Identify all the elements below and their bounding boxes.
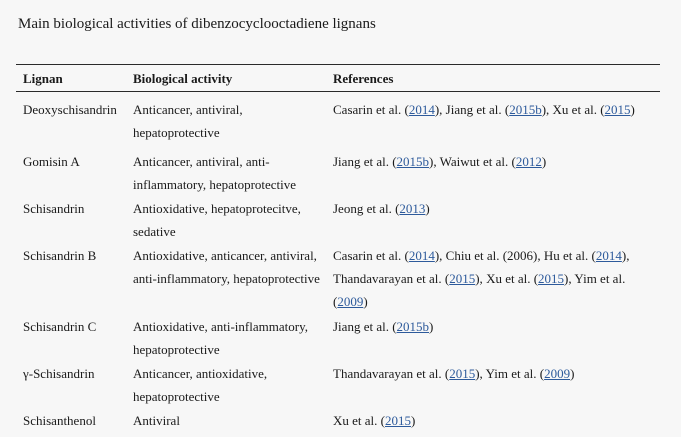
references-cell: Jiang et al. (2015b), Waiwut et al. (2012) [333,154,547,169]
references-cell: Casarin et al. (2014), Jiang et al. (2015b), Xu et al. (2015) [333,102,635,117]
table-row [16,238,660,309]
activity-cell: Anticancer, antiviral, anti-inflammatory, hepatoprotective [133,154,297,192]
table-header [16,65,660,92]
lignan-cell: Gomisin A [23,154,80,169]
table-row [16,403,660,429]
lignan-cell: Schisanthenol [23,413,96,428]
table-row [16,191,660,238]
table-body [16,92,660,429]
reference-link[interactable]: 2015 [449,366,476,381]
activity-cell: Antioxidative, anti-inflammatory, hepatoprotective [133,319,308,357]
lignan-cell: Deoxyschisandrin [23,102,117,117]
reference-link[interactable]: 2014 [408,102,435,117]
lignan-cell: Schisandrin C [23,319,97,334]
reference-link[interactable]: 2014 [408,248,435,263]
lignan-table [16,64,660,429]
table-row [16,309,660,356]
table-title: Main biological activities of dibenzocyclooctadiene lignans [18,16,376,32]
activity-cell: Antioxidative, anticancer, antiviral, anti-inflammatory, hepatoprotective [133,248,320,286]
reference-link[interactable]: 2014 [595,248,622,263]
reference-link[interactable]: 2015 [449,271,476,286]
reference-link[interactable]: 2015b [396,154,430,169]
table-row [16,144,660,191]
activity-cell: Antioxidative, hepatoprotecitve, sedative [133,201,301,239]
lignan-cell: Schisandrin [23,201,85,216]
lignan-cell: Schisandrin B [23,248,97,263]
reference-link[interactable]: 2012 [515,154,542,169]
reference-link[interactable]: 2015 [384,413,411,428]
reference-link[interactable]: 2009 [544,366,571,381]
references-cell: Jeong et al. (2013) [333,201,430,216]
header-activity: Biological activity [133,71,233,86]
activity-cell: Anticancer, antioxidative, hepatoprotective [133,366,268,404]
lignan-cell: γ-Schisandrin [23,366,95,381]
reference-link[interactable]: 2015 [538,271,565,286]
reference-link[interactable]: 2009 [337,294,364,309]
references-cell: Jiang et al. (2015b) [333,319,434,334]
references-cell: Xu et al. (2015) [333,413,416,428]
reference-link[interactable]: 2015b [396,319,430,334]
references-cell: Thandavarayan et al. (2015), Yim et al. (2009) [333,366,575,381]
header-references: References [333,71,394,86]
activity-cell: Antiviral [133,413,180,428]
table-row [16,356,660,403]
reference-link[interactable]: 2013 [399,201,426,216]
table-row [16,92,660,144]
header-lignan: Lignan [23,71,63,86]
reference-link[interactable]: 2015 [604,102,631,117]
references-cell: Casarin et al. (2014), Chiu et al. (2006), Hu et al. (2014), Thandavarayan et al. (2015), Xu et al. (2015), Yim et al. (2009) [333,248,630,309]
activity-cell: Anticancer, antiviral, hepatoprotective [133,102,243,140]
reference-link[interactable]: 2015b [509,102,542,117]
